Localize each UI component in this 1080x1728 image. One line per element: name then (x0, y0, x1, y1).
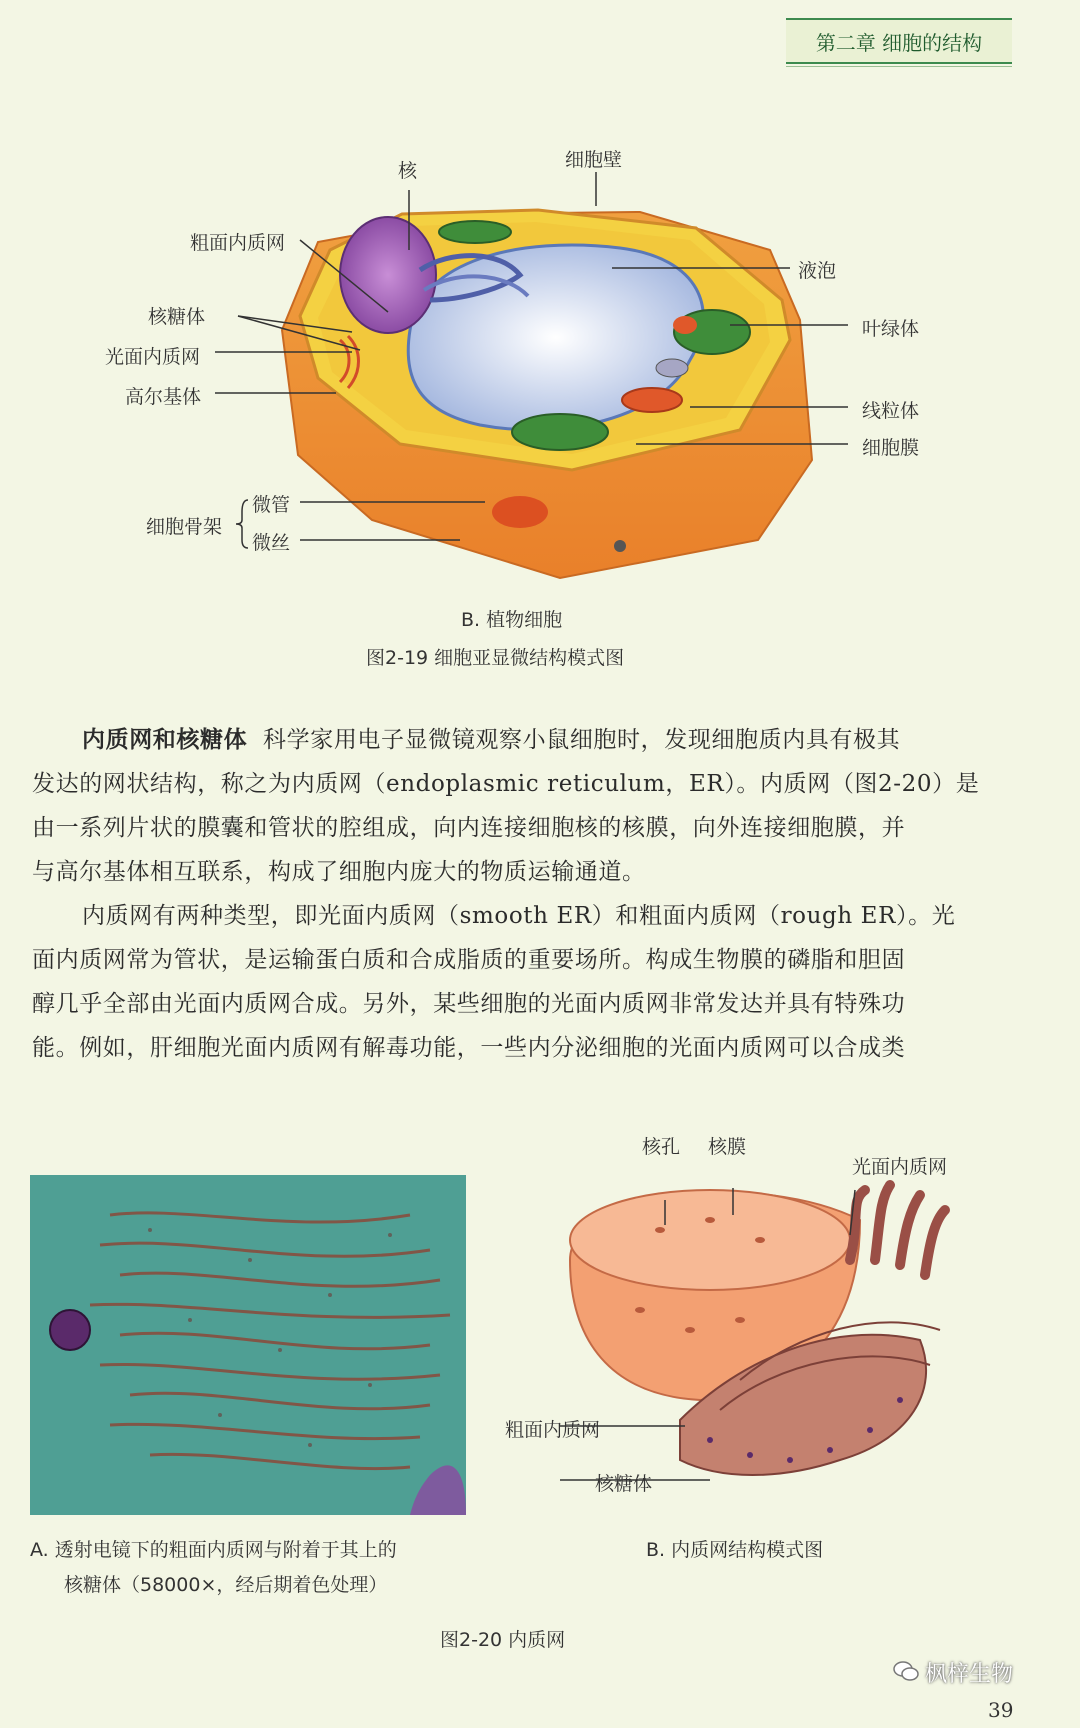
label-rough-er-b: 粗面内质网 (505, 1419, 601, 1441)
figure-2-19-caption: 图2-19 细胞亚显微结构模式图 (366, 647, 625, 669)
text-line: 发达的网状结构，称之为内质网（endoplasmic reticulum，ER）。内质网（图2-20）是 (32, 771, 980, 797)
page-number: 39 (988, 1698, 1014, 1722)
label-chloroplast: 叶绿体 (862, 318, 920, 340)
text-line: 面内质网常为管状，是运输蛋白质和合成脂质的重要场所。构成生物膜的磷脂和胆固 (32, 947, 906, 973)
paragraph-er-intro (32, 718, 1032, 894)
label-vacuole: 液泡 (798, 260, 837, 282)
label-nuclear-envelope: 核膜 (708, 1136, 747, 1158)
label-ribosome-b: 核糖体 (595, 1473, 653, 1495)
text-line: 科学家用电子显微镜观察小鼠细胞时，发现细胞质内具有极其 (263, 727, 901, 753)
text-line: 由一系列片状的膜囊和管状的腔组成，向内连接细胞核的核膜，向外连接细胞膜，并 (32, 815, 906, 841)
label-microfilament: 微丝 (252, 532, 291, 554)
watermark-text: 枫梓生物 (925, 1662, 1014, 1687)
label-cell-membrane: 细胞膜 (862, 437, 920, 459)
label-microtubule: 微管 (252, 494, 291, 516)
section-heading: 内质网和核糖体 (82, 727, 248, 753)
text-line: 能。例如，肝细胞光面内质网有解毒功能，一些内分泌细胞的光面内质网可以合成类 (32, 1035, 906, 1061)
er-structure-model (560, 1160, 1000, 1520)
label-mitochondria: 线粒体 (862, 400, 920, 422)
figure-2-20-a-caption-line1: A. 透射电镜下的粗面内质网与附着于其上的 (30, 1539, 397, 1561)
label-rough-er: 粗面内质网 (190, 232, 286, 254)
label-cytoskeleton: 细胞骨架 (146, 516, 223, 538)
text-line: 与高尔基体相互联系，构成了细胞内庞大的物质运输通道。 (32, 859, 646, 885)
label-nucleus: 核 (398, 160, 418, 182)
text-line: 醇几乎全部由光面内质网合成。另外，某些细胞的光面内质网非常发达并具有特殊功 (32, 991, 906, 1017)
paragraph-er-types (32, 894, 1032, 1070)
label-smooth-er-b: 光面内质网 (852, 1156, 948, 1178)
figure-2-19-subcaption: B. 植物细胞 (461, 609, 563, 631)
label-cell-wall: 细胞壁 (565, 149, 623, 171)
label-golgi: 高尔基体 (125, 386, 202, 408)
label-ribosome: 核糖体 (148, 306, 206, 328)
label-nuclear-pore: 核孔 (642, 1136, 681, 1158)
label-smooth-er: 光面内质网 (105, 346, 201, 368)
wechat-icon (893, 1660, 919, 1682)
er-micrograph (30, 1175, 466, 1515)
figure-2-20-a-caption-line2: 核糖体（58000×，经后期着色处理） (64, 1574, 388, 1596)
chapter-title: 第二章 细胞的结构 (815, 30, 983, 55)
figure-2-20-caption: 图2-20 内质网 (440, 1629, 566, 1651)
text-line: 内质网有两种类型，即光面内质网（smooth ER）和粗面内质网（rough ER）。光 (82, 903, 956, 929)
figure-2-20-b-caption: B. 内质网结构模式图 (646, 1539, 824, 1561)
